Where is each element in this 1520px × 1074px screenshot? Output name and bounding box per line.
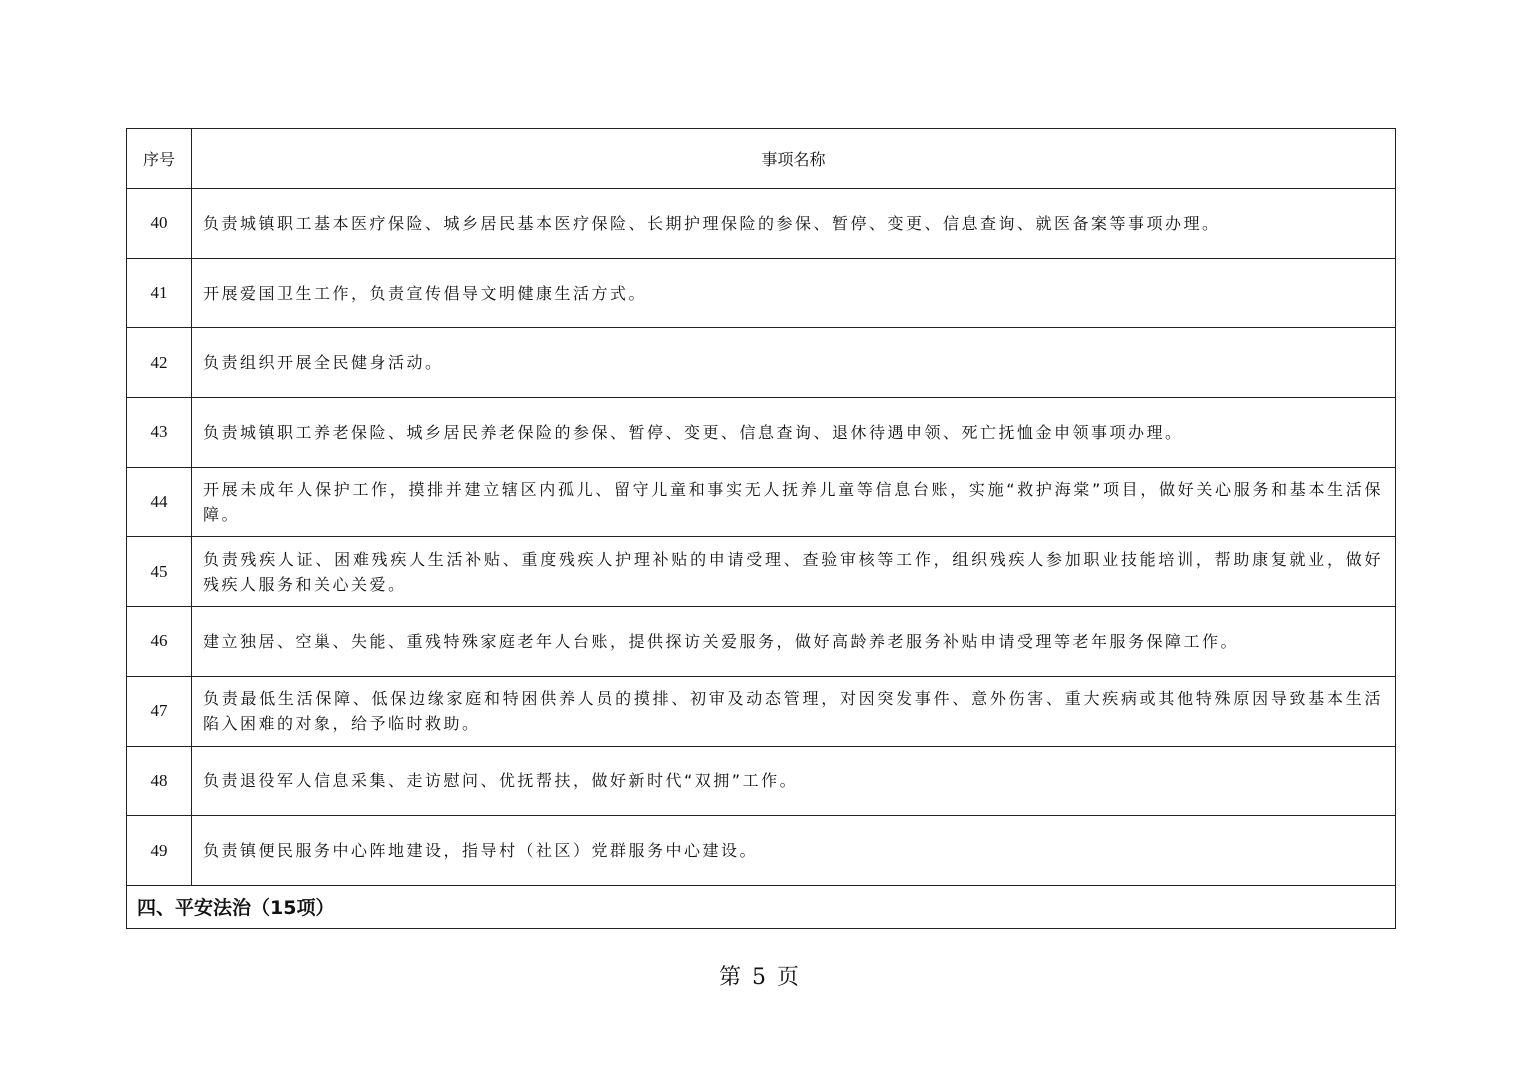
table-row [127,816,1396,886]
table-row [127,676,1396,746]
header-seq: 序号 [127,129,192,189]
row-seq: 49 [127,816,192,886]
row-seq: 42 [127,328,192,398]
row-name: 负责城镇职工基本医疗保险、城乡居民基本医疗保险、长期护理保险的参保、暂停、变更、信息查询、就医备案等事项办理。 [192,189,1396,259]
matters-table [126,128,1396,929]
table-row [127,467,1396,537]
table-row [127,746,1396,816]
row-seq: 46 [127,607,192,677]
section-heading: 四、平安法治（15项） [127,885,1396,928]
header-name: 事项名称 [192,129,1396,189]
row-seq: 47 [127,676,192,746]
row-name: 负责城镇职工养老保险、城乡居民养老保险的参保、暂停、变更、信息查询、退休待遇申领、死亡抚恤金申领事项办理。 [192,398,1396,468]
section-heading-row [127,885,1396,928]
row-seq: 40 [127,189,192,259]
table-row [127,258,1396,328]
row-name: 负责残疾人证、困难残疾人生活补贴、重度残疾人护理补贴的申请受理、查验审核等工作，组织残疾人参加职业技能培训，帮助康复就业，做好残疾人服务和关心关爱。 [192,537,1396,607]
row-name: 开展未成年人保护工作，摸排并建立辖区内孤儿、留守儿童和事实无人抚养儿童等信息台账，实施“救护海棠”项目，做好关心服务和基本生活保障。 [192,467,1396,537]
row-seq: 43 [127,398,192,468]
row-name: 负责镇便民服务中心阵地建设，指导村（社区）党群服务中心建设。 [192,816,1396,886]
table-row [127,189,1396,259]
row-seq: 48 [127,746,192,816]
row-name: 开展爱国卫生工作，负责宣传倡导文明健康生活方式。 [192,258,1396,328]
row-seq: 41 [127,258,192,328]
row-name: 建立独居、空巢、失能、重残特殊家庭老年人台账，提供探访关爱服务，做好高龄养老服务补贴申请受理等老年服务保障工作。 [192,607,1396,677]
row-name: 负责组织开展全民健身活动。 [192,328,1396,398]
page-number: 第 5 页 [719,965,801,990]
table-row [127,328,1396,398]
row-seq: 44 [127,467,192,537]
row-name: 负责最低生活保障、低保边缘家庭和特困供养人员的摸排、初审及动态管理，对因突发事件、意外伤害、重大疾病或其他特殊原因导致基本生活陷入困难的对象，给予临时救助。 [192,676,1396,746]
row-seq: 45 [127,537,192,607]
table-header-row [127,129,1396,189]
table-row [127,537,1396,607]
table-row [127,607,1396,677]
row-name: 负责退役军人信息采集、走访慰问、优抚帮扶，做好新时代“双拥”工作。 [192,746,1396,816]
table-row [127,398,1396,468]
